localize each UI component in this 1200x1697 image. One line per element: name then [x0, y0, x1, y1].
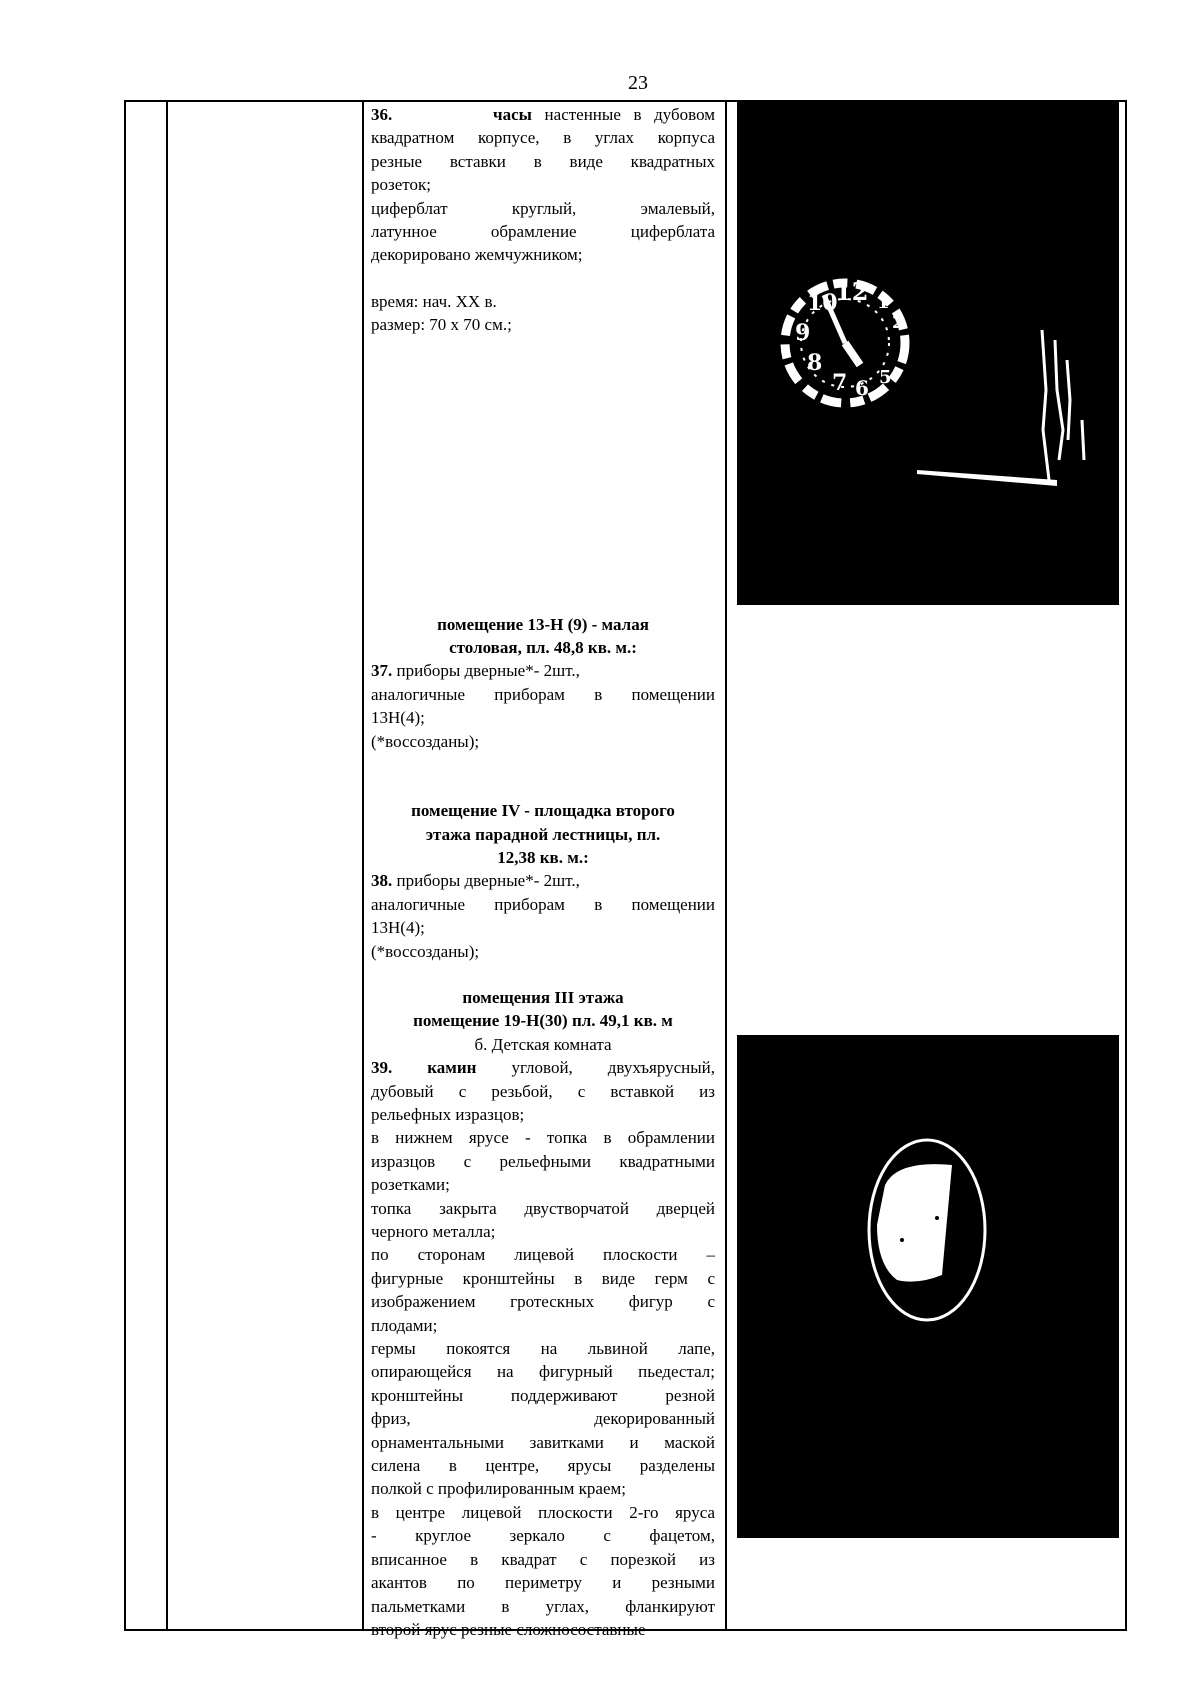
clock-image	[737, 100, 1119, 605]
item-38-line-4: (*воссозданы);	[371, 941, 480, 961]
item-36-line-4: розеток;	[371, 175, 431, 195]
fireplace-photo	[737, 1035, 1119, 1538]
item-39-line-15: кронштейны поддерживают резной	[371, 1385, 715, 1405]
item-37-line-4: (*воссозданы);	[371, 731, 480, 751]
item-39-line-16: фриз, декорированный	[371, 1409, 715, 1429]
item-39-line-12: плодами;	[371, 1315, 438, 1335]
item-39-line-14: опирающейся на фигурный пьедестал;	[371, 1362, 715, 1382]
column-divider-2	[362, 100, 364, 1631]
floor-3-subheading: б. Детская комната	[474, 1034, 612, 1054]
item-36-line-6: латунное обрамление циферблата	[371, 222, 715, 242]
item-36-line-2: квадратном корпусе, в углах корпуса	[371, 128, 715, 148]
column-divider-3	[725, 100, 727, 1631]
item-38-line-2: аналогичные приборам в помещении	[371, 894, 715, 914]
item-39-line-1: 39. камин угловой, двухъярусный,	[371, 1058, 716, 1078]
clock-photo	[737, 100, 1119, 605]
curtain-highlights	[1042, 330, 1084, 480]
column-divider-1	[166, 100, 168, 1631]
item-36-line-7: декорировано жемчужником;	[371, 245, 583, 265]
numeral-8: 8	[807, 350, 823, 376]
numeral-1: 1	[877, 292, 890, 313]
room-iv-heading-2: этажа парадной лестницы, пл.	[425, 824, 661, 844]
item-39-line-6: розетками;	[371, 1175, 450, 1195]
item-39-line-4: в нижнем ярусе - топка в обрамлении	[371, 1128, 715, 1148]
item-39-line-10: фигурные кронштейны в виде герм с	[371, 1268, 715, 1288]
item-39-line-13: гермы покоятся на львиной лапе,	[371, 1339, 715, 1359]
item-38-line-3: 13Н(4);	[371, 918, 425, 938]
item-39-line-9: по сторонам лицевой плоскости –	[371, 1245, 715, 1265]
item-36-size: размер: 70 х 70 см.;	[371, 315, 512, 335]
item-39-line-7: топка закрыта двустворчатой дверцей	[371, 1198, 715, 1218]
description-column	[371, 103, 715, 1641]
numeral-9: 9	[795, 320, 811, 346]
item-36-line-3: резные вставки в виде квадратных	[371, 151, 715, 171]
item-39-line-20: в центре лицевой плоскости 2-го яруса	[371, 1502, 715, 1522]
item-37-line-3: 13Н(4);	[371, 708, 425, 728]
item-39-line-19: полкой с профилированным краем;	[371, 1479, 626, 1499]
item-39-line-24: пальметками в углах, фланкируют	[371, 1596, 715, 1616]
numeral-10: 10	[807, 290, 838, 316]
room-iv-heading-1: помещение IV - площадка второго	[411, 801, 675, 821]
item-36-time: время: нач. XX в.	[371, 291, 497, 311]
item-39-line-17: орнаментальными завитками и маской	[371, 1432, 715, 1452]
floor-3-heading-1: помещения III этажа	[462, 987, 624, 1007]
numeral-2: 2	[892, 312, 905, 333]
item-36-line-1: 36. часы настенные в дубовом	[371, 105, 716, 124]
room-13h9-heading-2: столовая, пл. 48,8 кв. м.:	[449, 638, 637, 658]
page-number: 23	[628, 72, 648, 94]
room-13h9-heading-1: помещение 13-Н (9) - малая	[437, 614, 649, 634]
item-39-line-22: вписанное в квадрат с порезкой из	[371, 1549, 715, 1569]
numeral-7: 7	[832, 370, 848, 396]
floor-3-heading-2: помещение 19-Н(30) пл. 49,1 кв. м	[413, 1011, 673, 1031]
item-39-line-18: силена в центре, ярусы разделены	[371, 1456, 715, 1476]
item-38-line-1: 38. приборы дверные*- 2шт.,	[371, 871, 580, 891]
item-39-line-3: рельефных изразцов;	[371, 1104, 525, 1124]
numeral-6: 6	[855, 376, 869, 400]
item-39-line-21: - круглое зеркало с фацетом,	[371, 1526, 715, 1546]
item-37-line-2: аналогичные приборам в помещении	[371, 684, 715, 704]
room-iv-heading-3: 12,38 кв. м.:	[497, 847, 589, 867]
clock-minute-hand	[845, 343, 860, 365]
mirror-reflection	[877, 1164, 952, 1282]
item-39-line-25: второй ярус резные сложносоставные	[371, 1619, 646, 1639]
item-39-line-11: изображением гротескных фигур с	[371, 1292, 715, 1312]
item-37-line-1: 37. приборы дверные*- 2шт.,	[371, 661, 580, 681]
item-36-line-5: циферблат круглый, эмалевый,	[371, 198, 715, 218]
item-39-line-23: акантов по периметру и резными	[371, 1573, 715, 1593]
item-39-line-2: дубовый с резьбой, с вставкой из	[371, 1081, 715, 1101]
item-39-line-5: изразцов с рельефными квадратными	[371, 1151, 715, 1171]
numeral-5: 5	[879, 367, 892, 388]
item-39-line-8: черного металла;	[371, 1222, 496, 1241]
shelf-highlight	[917, 470, 1057, 486]
fireplace-image	[737, 1035, 1119, 1538]
numeral-12: 12	[835, 277, 869, 306]
